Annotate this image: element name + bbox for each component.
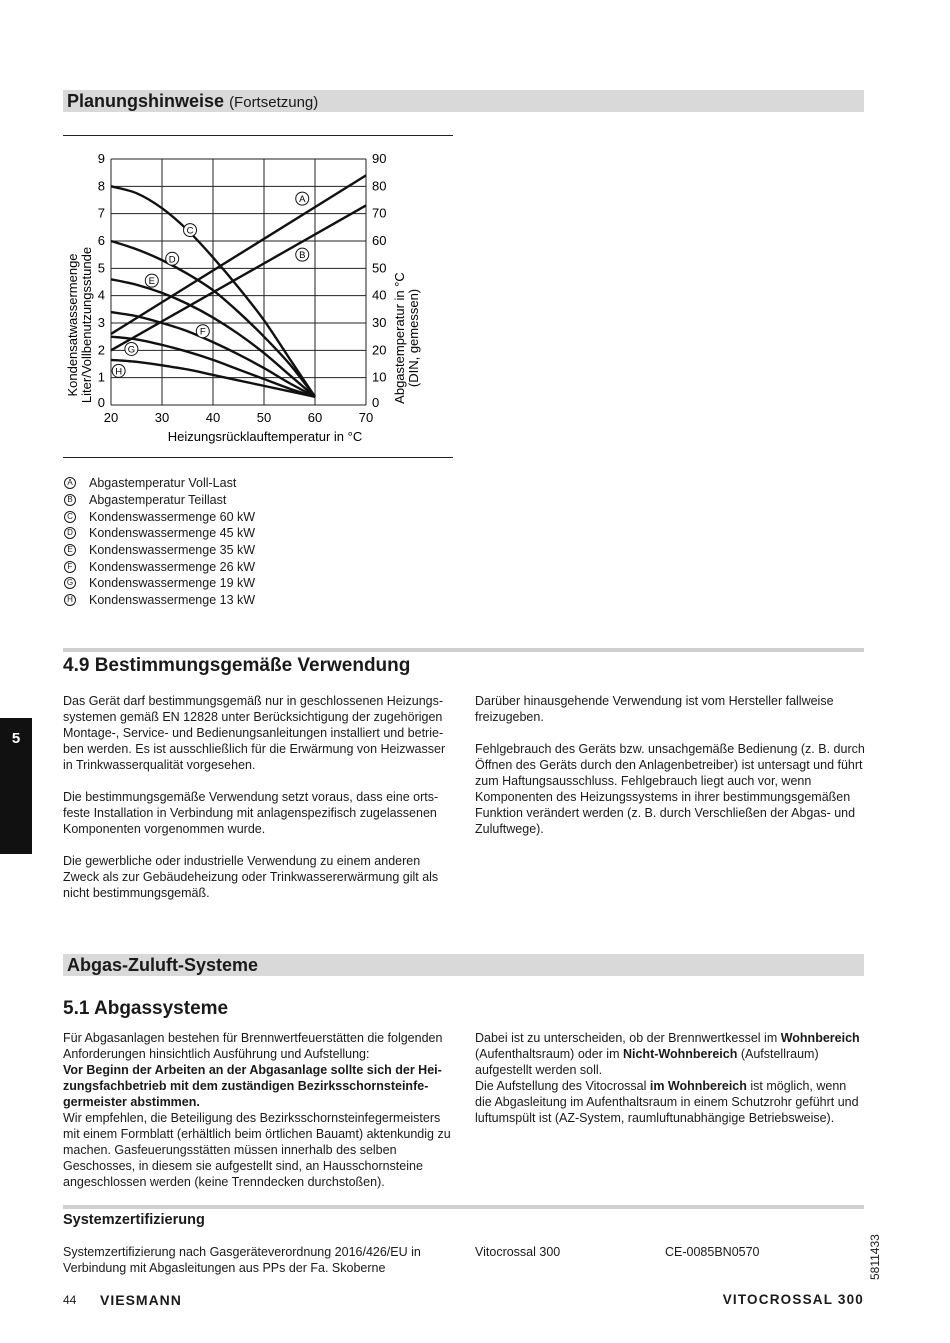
legend-key: C xyxy=(64,511,76,523)
text: Dabei ist zu unterscheiden, ob der Brennwertkessel im xyxy=(475,1031,781,1045)
section-header-bar-5 xyxy=(63,954,864,976)
legend-key: F xyxy=(64,561,76,573)
legend-item xyxy=(64,575,454,592)
x-tick-label: 60 xyxy=(307,410,323,425)
bold-text: Wohnbereich xyxy=(780,1031,860,1045)
page-number: 44 xyxy=(63,1293,77,1307)
section-5-1-title: 5.1 Abgassysteme xyxy=(63,998,229,1019)
chart-legend xyxy=(64,475,454,609)
legend-key: H xyxy=(64,594,76,606)
y-right-tick-label: 30 xyxy=(372,315,387,330)
y-right-tick-label: 90 xyxy=(372,151,387,166)
section-5-1-left-column xyxy=(63,1030,455,1190)
bold-text: Nicht-Wohnbereich xyxy=(622,1047,738,1061)
section-5-title: Abgas-Zuluft-Systeme xyxy=(67,955,259,975)
paragraph: Fehlgebrauch des Geräts bzw. unsachgemäße Bedienung (z. B. durch Öffnen des Geräts durch den Anlagenbetreiber) ist untersagt und führt zum Haftungsausschluss. Fehlgebrauch liegt auch vor, wenn Komponenten des Heizungssystems in ihrer bestimmungsgemäßen Funktion verändert werden (z. B. durch Verschließen der Abgas- und Zuluftwege). xyxy=(475,742,865,836)
legend-key: E xyxy=(64,544,76,556)
text: ist möglich, wenn die Abgasleitung im Aufenthaltsraum in einem Schutzrohr geführt und luftumspült ist (AZ-System, raumluftunabhängige Betriebsweise). xyxy=(475,1079,859,1125)
legend-key: D xyxy=(64,527,76,539)
legend-item xyxy=(64,475,454,492)
y-left-label-line2: Liter/Vollbenutzungsstunde xyxy=(79,246,94,404)
condensate-chart xyxy=(60,140,460,452)
y-left-tick-label: 4 xyxy=(97,287,105,303)
legend-text: Abgastemperatur Voll-Last xyxy=(89,476,237,491)
cert-product: Vitocrossal 300 xyxy=(475,1245,561,1259)
y-right-label-line2: (DIN, gemessen) xyxy=(406,288,421,388)
legend-item xyxy=(64,592,454,609)
cert-text: Systemzertifizierung nach Gasgeräteverordnung 2016/426/EU in Verbindung mit Abgasleitungen aus PPs der Fa. Skoberne xyxy=(63,1245,421,1275)
y-left-tick-label: 5 xyxy=(97,260,105,276)
series-label-h: H xyxy=(115,366,123,378)
y-right-tick-label: 80 xyxy=(372,178,387,194)
paragraph xyxy=(475,1078,865,1126)
legend-item xyxy=(64,508,454,525)
series-label-c: C xyxy=(186,225,194,237)
x-tick-label: 50 xyxy=(256,410,272,425)
y-right-tick-label: 10 xyxy=(372,369,387,385)
series-label-a: A xyxy=(299,194,306,206)
section-4-9-title: 4.9 Bestimmungsgemäße Verwendung xyxy=(63,655,411,676)
legend-text: Kondenswassermenge 19 kW xyxy=(89,576,256,591)
legend-key: A xyxy=(64,477,76,489)
paragraph: Wir empfehlen, die Beteiligung des Bezirksschornsteinfegermeisters mit einem Formblatt (erhältlich beim örtlichen Bauamt) aktenkundig zu machen. Gasfeuerungsstätten müssen innerhalb des selben Geschosses, in diesem sie aufgestellt sind, an Hausschornsteine angeschlossen werden (keine Trenndecken durchstoßen). xyxy=(63,1111,451,1189)
series-label-b: B xyxy=(299,250,306,262)
chart-bottom-rule xyxy=(63,457,453,458)
y-left-tick-label: 9 xyxy=(97,151,105,166)
cert-code: CE-0085BN0570 xyxy=(665,1245,760,1259)
y-left-label-line1: Kondensatwassermenge xyxy=(65,253,80,397)
section-subtitle: (Fortsetzung) xyxy=(229,94,319,111)
x-tick-label: 20 xyxy=(103,410,119,425)
cert-rule xyxy=(63,1205,864,1209)
legend-item xyxy=(64,492,454,509)
chart-series xyxy=(111,175,366,396)
x-tick-label: 70 xyxy=(358,410,374,425)
legend-item xyxy=(64,558,454,575)
section-title: Planungshinweise xyxy=(67,91,225,111)
x-tick-label: 30 xyxy=(154,410,170,425)
y-right-tick-label: 20 xyxy=(372,342,387,358)
y-left-tick-label: 6 xyxy=(97,233,105,248)
document-number: 5811433 xyxy=(868,1234,882,1280)
product-name: VITOCROSSAL 300 xyxy=(722,1292,864,1307)
legend-item xyxy=(64,542,454,559)
y-right-tick-label: 70 xyxy=(372,205,387,221)
y-left-tick-label: 2 xyxy=(97,342,105,358)
series-label-d: D xyxy=(168,254,176,266)
legend-text: Kondenswassermenge 13 kW xyxy=(89,593,256,608)
chapter-number: 5 xyxy=(11,730,21,747)
y-left-tick-label: 0 xyxy=(97,395,105,410)
legend-text: Kondenswassermenge 45 kW xyxy=(89,526,256,541)
brand-logo: VIESMANN xyxy=(100,1292,182,1308)
section-rule xyxy=(63,648,864,652)
legend-key: B xyxy=(64,494,76,506)
legend-item xyxy=(64,525,454,542)
x-tick-label: 40 xyxy=(205,410,221,425)
series-label-g: G xyxy=(127,344,136,356)
chart-top-rule xyxy=(63,135,453,136)
chapter-tab xyxy=(0,718,32,854)
section-header-bar xyxy=(63,90,864,112)
legend-text: Kondenswassermenge 60 kW xyxy=(89,509,256,524)
paragraph-bold: Vor Beginn der Arbeiten an der Abgasanlage sollte sich der Heizungsfachbetrieb mit dem zuständigen Bezirksschornsteinfegermeister abstimmen. xyxy=(63,1063,442,1109)
series-label-f: F xyxy=(199,326,206,338)
section-4-9-right-column xyxy=(475,693,865,853)
y-right-tick-label: 40 xyxy=(372,287,387,303)
text: Die Aufstellung des Vitocrossal xyxy=(475,1079,650,1093)
legend-key: G xyxy=(64,577,76,589)
text: (Aufenthaltsraum) oder im xyxy=(475,1047,623,1061)
chart-ticks xyxy=(98,151,387,425)
paragraph: Für Abgasanlagen bestehen für Brennwertfeuerstätten die folgenden Anforderungen hinsichtlich Ausführung und Aufstellung: xyxy=(63,1031,443,1061)
y-right-tick-label: 50 xyxy=(372,260,387,276)
y-left-tick-label: 1 xyxy=(97,369,105,385)
paragraph xyxy=(475,1030,865,1078)
paragraph: Die bestimmungsgemäße Verwendung setzt voraus, dass eine ortsfeste Installation in Verbindung mit anlagenspezifisch zugelassenen Komponenten vorgenommen wurde. xyxy=(63,790,439,836)
series-label-e: E xyxy=(148,276,155,288)
legend-text: Abgastemperatur Teillast xyxy=(89,493,227,508)
bold-text: im Wohnbereich xyxy=(649,1079,747,1093)
legend-text: Kondenswassermenge 26 kW xyxy=(89,559,256,574)
paragraph: Das Gerät darf bestimmungsgemäß nur in geschlossenen Heizungssystemen gemäß EN 12828 unter Berücksichtigung der zugehörigen Montage-, Service- und Bedienungsanleitungen installiert und betrieben werden. Es ist ausschließlich für die Erwärmung von Heizwasser in Trinkwasserqualität vorgesehen. xyxy=(63,694,446,772)
cert-title: Systemzertifizierung xyxy=(63,1212,205,1228)
y-left-tick-label: 3 xyxy=(97,315,105,330)
section-5-1-right-column xyxy=(475,1030,865,1126)
paragraph: Darüber hinausgehende Verwendung ist vom Hersteller fallweise freizugeben. xyxy=(475,694,834,724)
y-left-tick-label: 7 xyxy=(97,205,105,221)
y-right-tick-label: 60 xyxy=(372,233,387,248)
section-4-9-left-column xyxy=(63,693,455,917)
paragraph: Die gewerbliche oder industrielle Verwendung zu einem anderen Zweck als zur Gebäudeheizung oder Trinkwassererwärmung gilt als nicht bestimmungsgemäß. xyxy=(63,854,439,900)
y-left-tick-label: 8 xyxy=(97,178,105,194)
y-right-label-line1: Abgastemperatur in °C xyxy=(392,272,407,404)
x-axis-label: Heizungsrücklauftemperatur in °C xyxy=(167,429,363,444)
legend-text: Kondenswassermenge 35 kW xyxy=(89,543,256,558)
y-right-tick-label: 0 xyxy=(372,395,380,410)
text: (Aufstellraum) aufgestellt werden soll. xyxy=(475,1047,819,1077)
